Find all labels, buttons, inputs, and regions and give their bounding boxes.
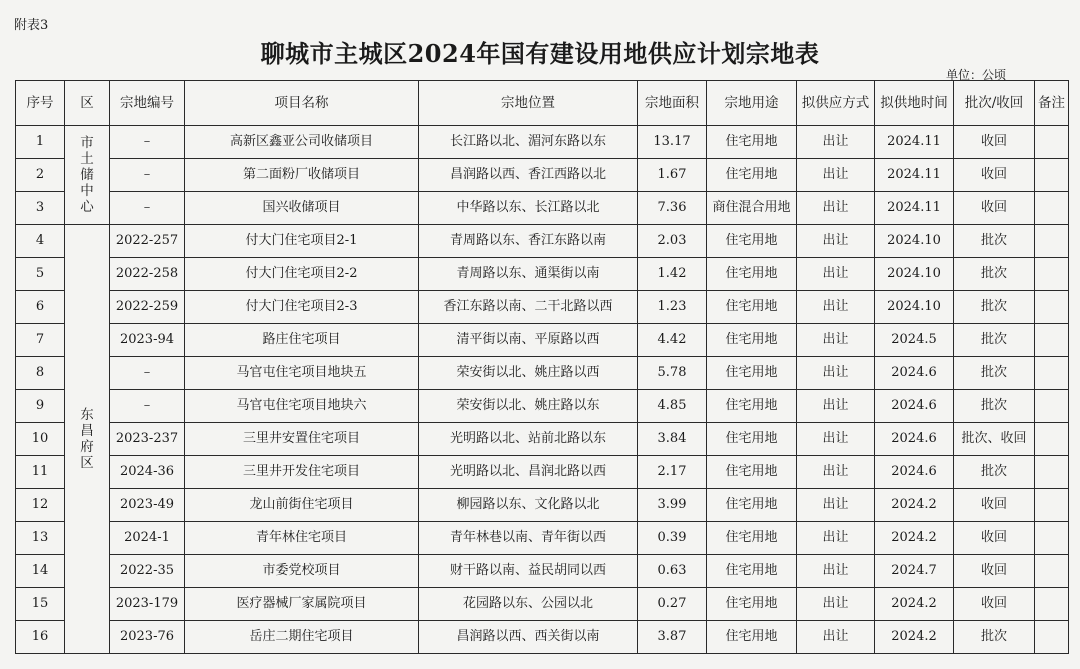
cell-note (1035, 291, 1069, 324)
cell-supply-method: 出让 (797, 390, 875, 423)
cell-location: 青年林巷以南、青年街以西 (419, 522, 638, 555)
header-use: 宗地用途 (707, 81, 797, 126)
cell-location: 荣安街以北、姚庄路以西 (419, 357, 638, 390)
cell-supply-time: 2024.2 (875, 489, 954, 522)
table-row (16, 225, 1069, 258)
cell-batch: 收回 (954, 159, 1035, 192)
cell-project-name: 国兴收储项目 (185, 192, 419, 225)
cell-supply-method: 出让 (797, 522, 875, 555)
cell-area: 0.39 (638, 522, 707, 555)
cell-area: 1.42 (638, 258, 707, 291)
cell-area: 1.67 (638, 159, 707, 192)
table-row (16, 126, 1069, 159)
table-row (16, 390, 1069, 423)
cell-batch: 批次 (954, 225, 1035, 258)
table-row (16, 159, 1069, 192)
cell-supply-time: 2024.11 (875, 192, 954, 225)
table-row (16, 291, 1069, 324)
header-batch: 批次/收回 (954, 81, 1035, 126)
cell-seq: 10 (16, 423, 65, 456)
cell-location: 柳园路以东、文化路以北 (419, 489, 638, 522)
cell-location: 光明路以北、昌润北路以西 (419, 456, 638, 489)
cell-area: 7.36 (638, 192, 707, 225)
cell-note (1035, 555, 1069, 588)
cell-batch: 批次、收回 (954, 423, 1035, 456)
cell-use: 住宅用地 (707, 291, 797, 324)
cell-project-name: 青年林住宅项目 (185, 522, 419, 555)
cell-seq: 9 (16, 390, 65, 423)
cell-area: 3.84 (638, 423, 707, 456)
cell-parcel-code: 2022-35 (110, 555, 185, 588)
header-seq: 序号 (16, 81, 65, 126)
cell-area: 4.42 (638, 324, 707, 357)
cell-project-name: 龙山前街住宅项目 (185, 489, 419, 522)
cell-supply-time: 2024.10 (875, 291, 954, 324)
cell-location: 青周路以东、通渠街以南 (419, 258, 638, 291)
cell-parcel-code: 2022-259 (110, 291, 185, 324)
cell-note (1035, 192, 1069, 225)
page-title: 聊城市主城区2024年国有建设用地供应计划宗地表 (260, 39, 820, 68)
cell-use: 住宅用地 (707, 555, 797, 588)
cell-use: 住宅用地 (707, 522, 797, 555)
cell-use: 住宅用地 (707, 126, 797, 159)
cell-district (65, 225, 110, 654)
table-row (16, 258, 1069, 291)
cell-batch: 批次 (954, 258, 1035, 291)
cell-note (1035, 621, 1069, 654)
cell-location: 昌润路以西、西关街以南 (419, 621, 638, 654)
header-project-name: 项目名称 (185, 81, 419, 126)
cell-use: 住宅用地 (707, 621, 797, 654)
table-row (16, 588, 1069, 621)
land-supply-table (15, 80, 1069, 654)
table-row (16, 324, 1069, 357)
table-row (16, 192, 1069, 225)
cell-project-name: 医疗器械厂家属院项目 (185, 588, 419, 621)
cell-project-name: 马官屯住宅项目地块六 (185, 390, 419, 423)
cell-seq: 12 (16, 489, 65, 522)
cell-supply-time: 2024.2 (875, 621, 954, 654)
cell-note (1035, 456, 1069, 489)
cell-parcel-code: – (110, 159, 185, 192)
cell-supply-time: 2024.6 (875, 456, 954, 489)
cell-supply-method: 出让 (797, 588, 875, 621)
cell-note (1035, 126, 1069, 159)
cell-parcel-code: – (110, 357, 185, 390)
cell-parcel-code: 2024-36 (110, 456, 185, 489)
cell-seq: 7 (16, 324, 65, 357)
cell-supply-method: 出让 (797, 225, 875, 258)
cell-supply-method: 出让 (797, 159, 875, 192)
cell-parcel-code: 2023-179 (110, 588, 185, 621)
table-row (16, 456, 1069, 489)
cell-batch: 批次 (954, 357, 1035, 390)
table-row (16, 423, 1069, 456)
cell-supply-time: 2024.2 (875, 588, 954, 621)
cell-seq: 13 (16, 522, 65, 555)
cell-batch: 收回 (954, 126, 1035, 159)
district-label: 东昌府区 (80, 406, 94, 472)
cell-use: 商住混合用地 (707, 192, 797, 225)
cell-seq: 2 (16, 159, 65, 192)
cell-batch: 收回 (954, 192, 1035, 225)
cell-location: 荣安街以北、姚庄路以东 (419, 390, 638, 423)
cell-seq: 16 (16, 621, 65, 654)
cell-seq: 5 (16, 258, 65, 291)
cell-parcel-code: 2022-258 (110, 258, 185, 291)
cell-area: 0.27 (638, 588, 707, 621)
cell-supply-method: 出让 (797, 192, 875, 225)
cell-seq: 3 (16, 192, 65, 225)
cell-supply-method: 出让 (797, 126, 875, 159)
table-row (16, 621, 1069, 654)
cell-seq: 8 (16, 357, 65, 390)
cell-project-name: 岳庄二期住宅项目 (185, 621, 419, 654)
cell-note (1035, 522, 1069, 555)
cell-note (1035, 489, 1069, 522)
cell-batch: 批次 (954, 390, 1035, 423)
header-supply-time: 拟供地时间 (875, 81, 954, 126)
header-note: 备注 (1035, 81, 1069, 126)
cell-area: 3.87 (638, 621, 707, 654)
cell-seq: 1 (16, 126, 65, 159)
cell-supply-method: 出让 (797, 357, 875, 390)
cell-location: 青周路以东、香江东路以南 (419, 225, 638, 258)
cell-project-name: 三里井开发住宅项目 (185, 456, 419, 489)
cell-location: 中华路以东、长江路以北 (419, 192, 638, 225)
cell-parcel-code: 2023-76 (110, 621, 185, 654)
cell-use: 住宅用地 (707, 258, 797, 291)
cell-parcel-code: 2023-237 (110, 423, 185, 456)
cell-note (1035, 390, 1069, 423)
cell-supply-method: 出让 (797, 621, 875, 654)
header-supply-method: 拟供应方式 (797, 81, 875, 126)
cell-project-name: 付大门住宅项目2-2 (185, 258, 419, 291)
header-area: 宗地面积 (638, 81, 707, 126)
cell-supply-time: 2024.2 (875, 522, 954, 555)
cell-parcel-code: 2022-257 (110, 225, 185, 258)
cell-parcel-code: 2024-1 (110, 522, 185, 555)
header-district: 区 (65, 81, 110, 126)
cell-project-name: 市委党校项目 (185, 555, 419, 588)
cell-supply-method: 出让 (797, 291, 875, 324)
table-header-row (16, 81, 1069, 126)
cell-location: 香江东路以南、二干北路以西 (419, 291, 638, 324)
cell-supply-time: 2024.10 (875, 225, 954, 258)
cell-batch: 收回 (954, 588, 1035, 621)
cell-area: 0.63 (638, 555, 707, 588)
cell-use: 住宅用地 (707, 357, 797, 390)
cell-supply-time: 2024.6 (875, 357, 954, 390)
cell-supply-time: 2024.6 (875, 390, 954, 423)
cell-supply-time: 2024.11 (875, 126, 954, 159)
cell-supply-method: 出让 (797, 423, 875, 456)
cell-note (1035, 357, 1069, 390)
table-row (16, 555, 1069, 588)
header-parcel-code: 宗地编号 (110, 81, 185, 126)
cell-use: 住宅用地 (707, 390, 797, 423)
cell-project-name: 马官屯住宅项目地块五 (185, 357, 419, 390)
cell-seq: 15 (16, 588, 65, 621)
cell-project-name: 付大门住宅项目2-3 (185, 291, 419, 324)
cell-note (1035, 588, 1069, 621)
cell-use: 住宅用地 (707, 225, 797, 258)
table-row (16, 522, 1069, 555)
header-location: 宗地位置 (419, 81, 638, 126)
cell-batch: 批次 (954, 456, 1035, 489)
cell-supply-method: 出让 (797, 555, 875, 588)
cell-district (65, 126, 110, 225)
cell-note (1035, 324, 1069, 357)
cell-supply-method: 出让 (797, 456, 875, 489)
cell-parcel-code: 2023-94 (110, 324, 185, 357)
cell-area: 2.03 (638, 225, 707, 258)
cell-use: 住宅用地 (707, 456, 797, 489)
cell-supply-time: 2024.11 (875, 159, 954, 192)
cell-seq: 4 (16, 225, 65, 258)
cell-area: 4.85 (638, 390, 707, 423)
cell-use: 住宅用地 (707, 159, 797, 192)
cell-note (1035, 258, 1069, 291)
cell-batch: 收回 (954, 522, 1035, 555)
cell-use: 住宅用地 (707, 588, 797, 621)
cell-project-name: 付大门住宅项目2-1 (185, 225, 419, 258)
cell-supply-method: 出让 (797, 258, 875, 291)
cell-parcel-code: – (110, 390, 185, 423)
table-row (16, 357, 1069, 390)
cell-project-name: 第二面粉厂收储项目 (185, 159, 419, 192)
cell-batch: 收回 (954, 555, 1035, 588)
cell-area: 1.23 (638, 291, 707, 324)
cell-area: 5.78 (638, 357, 707, 390)
unit-label: 单位：公顷 (946, 68, 1007, 82)
cell-area: 3.99 (638, 489, 707, 522)
cell-supply-time: 2024.7 (875, 555, 954, 588)
cell-batch: 收回 (954, 489, 1035, 522)
cell-location: 财干路以南、益民胡同以西 (419, 555, 638, 588)
cell-seq: 6 (16, 291, 65, 324)
district-label: 市土储中心 (80, 134, 94, 216)
cell-location: 光明路以北、站前北路以东 (419, 423, 638, 456)
cell-supply-method: 出让 (797, 324, 875, 357)
cell-note (1035, 225, 1069, 258)
cell-location: 清平街以南、平原路以西 (419, 324, 638, 357)
cell-area: 13.17 (638, 126, 707, 159)
cell-batch: 批次 (954, 324, 1035, 357)
cell-batch: 批次 (954, 621, 1035, 654)
cell-supply-method: 出让 (797, 489, 875, 522)
cell-location: 长江路以北、湄河东路以东 (419, 126, 638, 159)
cell-project-name: 路庄住宅项目 (185, 324, 419, 357)
cell-supply-time: 2024.5 (875, 324, 954, 357)
cell-parcel-code: – (110, 126, 185, 159)
cell-seq: 14 (16, 555, 65, 588)
table-row (16, 489, 1069, 522)
cell-area: 2.17 (638, 456, 707, 489)
cell-location: 花园路以东、公园以北 (419, 588, 638, 621)
cell-supply-time: 2024.10 (875, 258, 954, 291)
cell-batch: 批次 (954, 291, 1035, 324)
cell-note (1035, 423, 1069, 456)
cell-use: 住宅用地 (707, 489, 797, 522)
cell-use: 住宅用地 (707, 324, 797, 357)
cell-seq: 11 (16, 456, 65, 489)
cell-use: 住宅用地 (707, 423, 797, 456)
cell-location: 昌润路以西、香江西路以北 (419, 159, 638, 192)
cell-parcel-code: 2023-49 (110, 489, 185, 522)
cell-note (1035, 159, 1069, 192)
cell-parcel-code: – (110, 192, 185, 225)
cell-supply-time: 2024.6 (875, 423, 954, 456)
cell-project-name: 高新区鑫亚公司收储项目 (185, 126, 419, 159)
cell-project-name: 三里井安置住宅项目 (185, 423, 419, 456)
appendix-label: 附表3 (14, 18, 49, 33)
